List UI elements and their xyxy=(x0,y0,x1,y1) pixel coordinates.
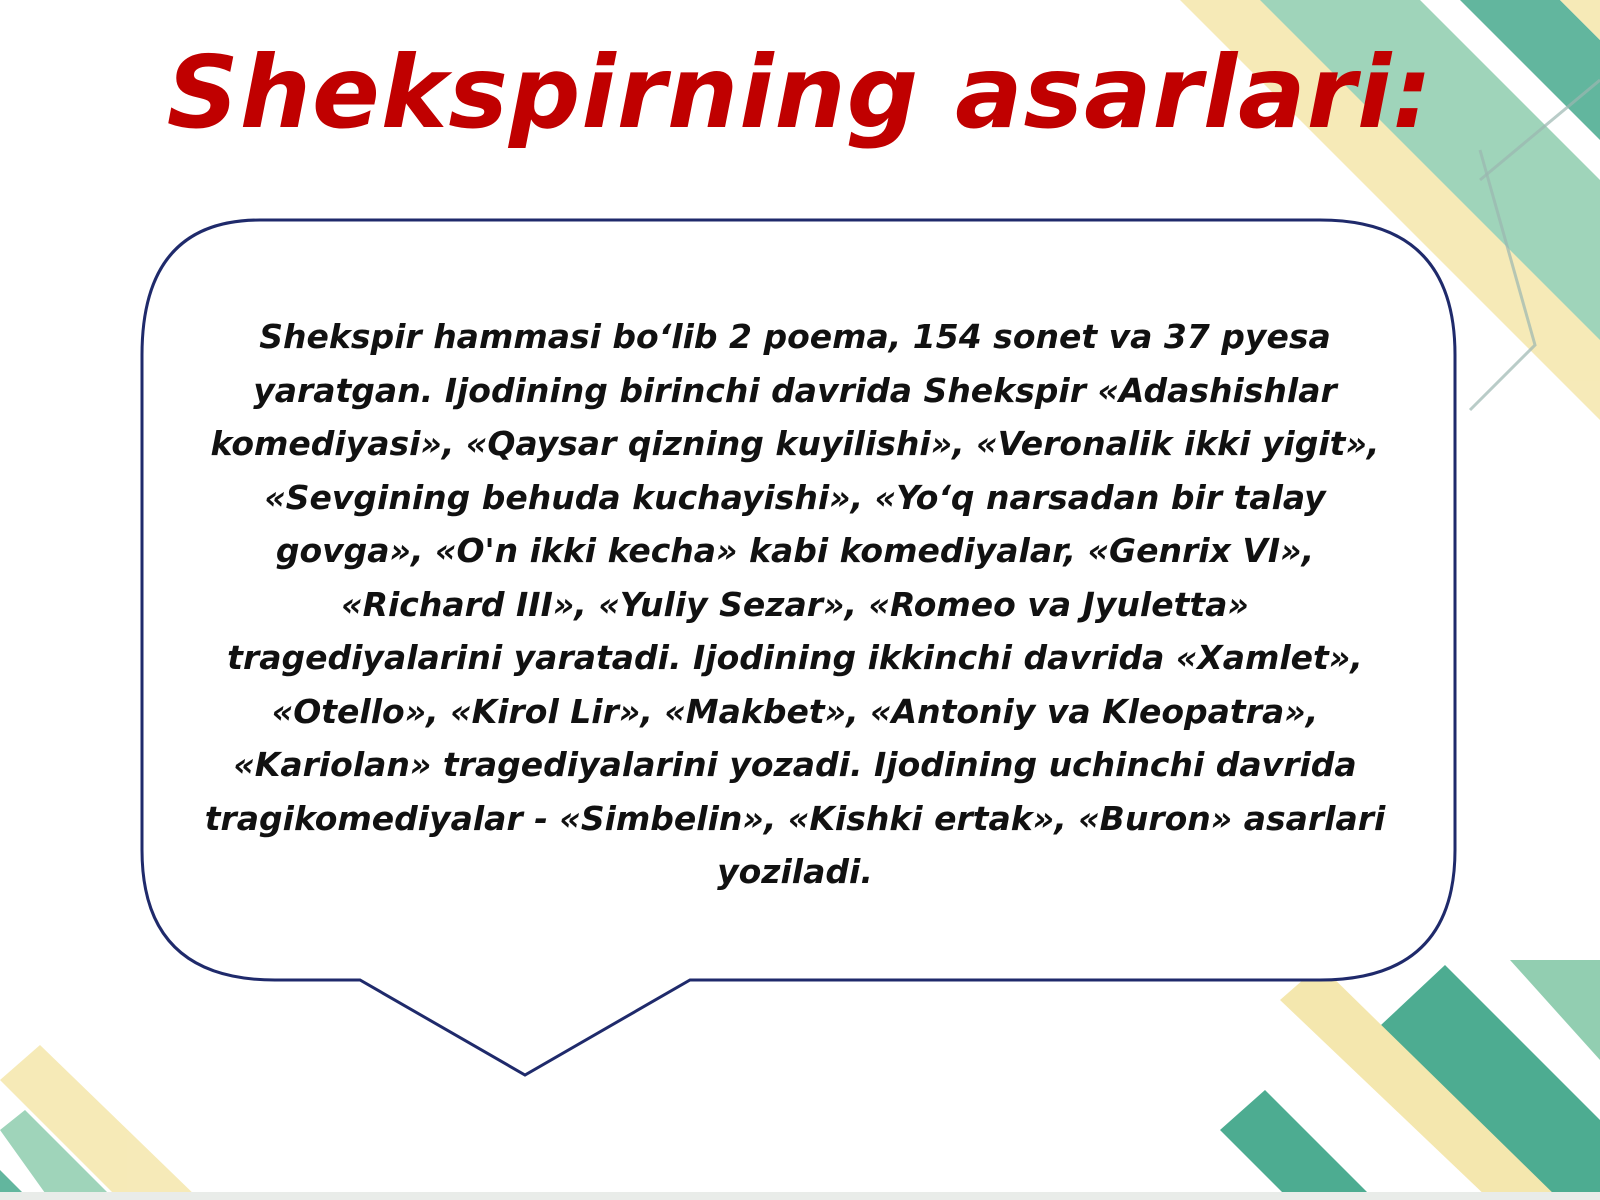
body-text: Shekspir hammasi bo‘lib 2 poema, 154 sonet va 37 pyesa yaratgan. Ijodining birinchi davrida Shekspir «Adashishlar komediyasi», «Qaysar qizning kuyilishi», «Veronalik ikki yigit», «Sevgining behuda kuchayishi», «Yo‘q narsadan bir talay govga», «O'n ikki kecha» kabi komediyalar, «Genrix VI», «Richard III», «Yuliy Sezar», «Romeo va Jyuletta» tragediyalarini yaratadi. Ijodining ikkinchi davrida «Xamlet», «Otello», «Kirol Lir», «Makbet», «Antoniy va Kleopatra», «Kariolan» tragediyalarini yozadi. Ijodining uchinchi davrida tragikomediyalar - «Simbelin», «Kishki ertak», «Buron» asarlari yoziladi. xyxy=(204,317,1386,891)
slide-title: Shekspirning asarlari: xyxy=(166,34,1434,151)
